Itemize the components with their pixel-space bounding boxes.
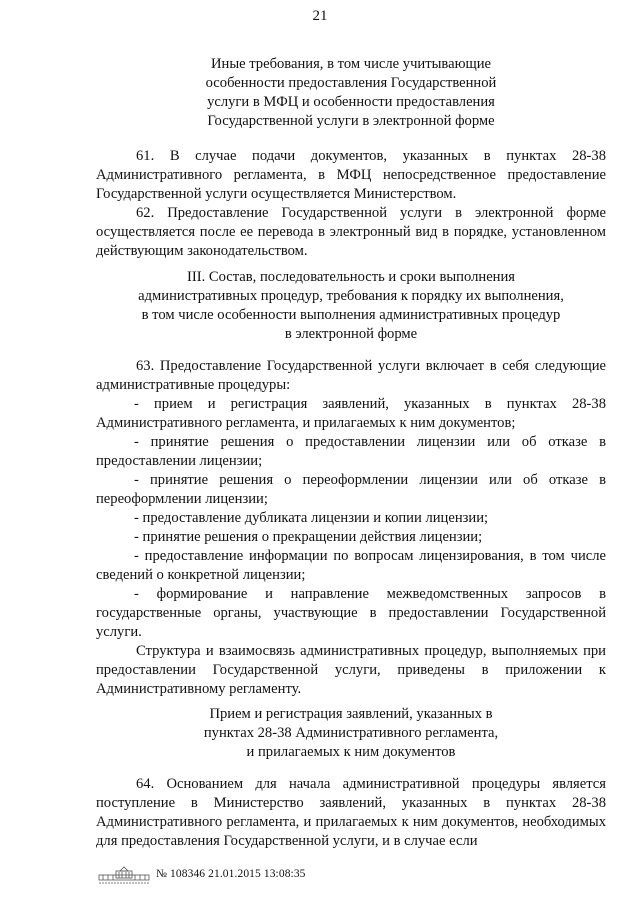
building-stamp-icon <box>98 865 150 887</box>
heading-line: III. Состав, последовательность и сроки выполнения <box>186 269 516 285</box>
procedure-item: - предоставление дубликата лицензии и копии лицензии; <box>134 510 489 526</box>
paragraph-62: 62. Предоставление Государственной услуги в электронной форме осуществляется после ее перевода в электронный вид в порядке, установленном действующим законодательством. <box>96 205 606 260</box>
paragraph-61: 61. В случае подачи документов, указанных в пунктах 28-38 Административного регламента, в МФЦ непосредственное предоставление Государственной услуги осуществляется Министерством. <box>96 148 606 203</box>
page-number: 21 <box>312 8 328 24</box>
heading-line: административных процедур, требования к порядку их выполнения, <box>138 288 564 304</box>
paragraph-structure: Структура и взаимосвязь административных процедур, выполняемых при предоставлении Государственной услуги, приведены в приложении к Административному регламенту. <box>96 643 606 698</box>
heading-line: Прием и регистрация заявлений, указанных в <box>209 706 493 722</box>
procedure-item: - принятие решения о прекращении действия лицензии; <box>134 529 483 545</box>
section-heading-other-requirements <box>96 55 606 131</box>
procedure-item: - принятие решения о переоформлении лицензии или об отказе в переоформлении лицензии; <box>96 472 606 508</box>
heading-line: и прилагаемых к ним документов <box>246 744 456 760</box>
paragraph-64: 64. Основанием для начала административной процедуры является поступление в Министерство заявлений, указанных в пунктах 28-38 Административного регламента, и прилагаемых к ним документов, необходимых для предоставления Государственной услуги, и в случае если <box>96 776 606 850</box>
document-footer <box>98 865 398 889</box>
heading-line: Государственной услуги в электронной форме <box>207 113 495 129</box>
heading-line: особенности предоставления Государственной <box>205 75 497 91</box>
procedure-item: - предоставление информации по вопросам лицензирования, в том числе сведений о конкретной лицензии; <box>96 548 606 584</box>
section-heading-iii <box>96 268 606 344</box>
heading-line: Иные требования, в том числе учитывающие <box>210 56 492 72</box>
heading-line: в том числе особенности выполнения административных процедур <box>141 307 561 323</box>
procedure-item: - формирование и направление межведомственных запросов в государственные органы, участвующие в предоставлении Государственной услуги. <box>96 586 606 641</box>
procedure-item: - прием и регистрация заявлений, указанных в пунктах 28-38 Административного регламента, и прилагаемых к ним документов; <box>96 396 606 432</box>
heading-line: в электронной форме <box>284 326 418 342</box>
paragraph-63: 63. Предоставление Государственной услуги включает в себя следующие административные процедуры: <box>96 358 606 394</box>
heading-line: услуги в МФЦ и особенности предоставления <box>207 94 495 110</box>
document-registration-number: № 108346 21.01.2015 13:08:35 <box>156 868 306 880</box>
heading-line: пунктах 28-38 Административного регламента, <box>203 725 499 741</box>
procedure-item: - принятие решения о предоставлении лицензии или об отказе в предоставлении лицензии; <box>96 434 606 470</box>
section-heading-reception <box>96 705 606 762</box>
